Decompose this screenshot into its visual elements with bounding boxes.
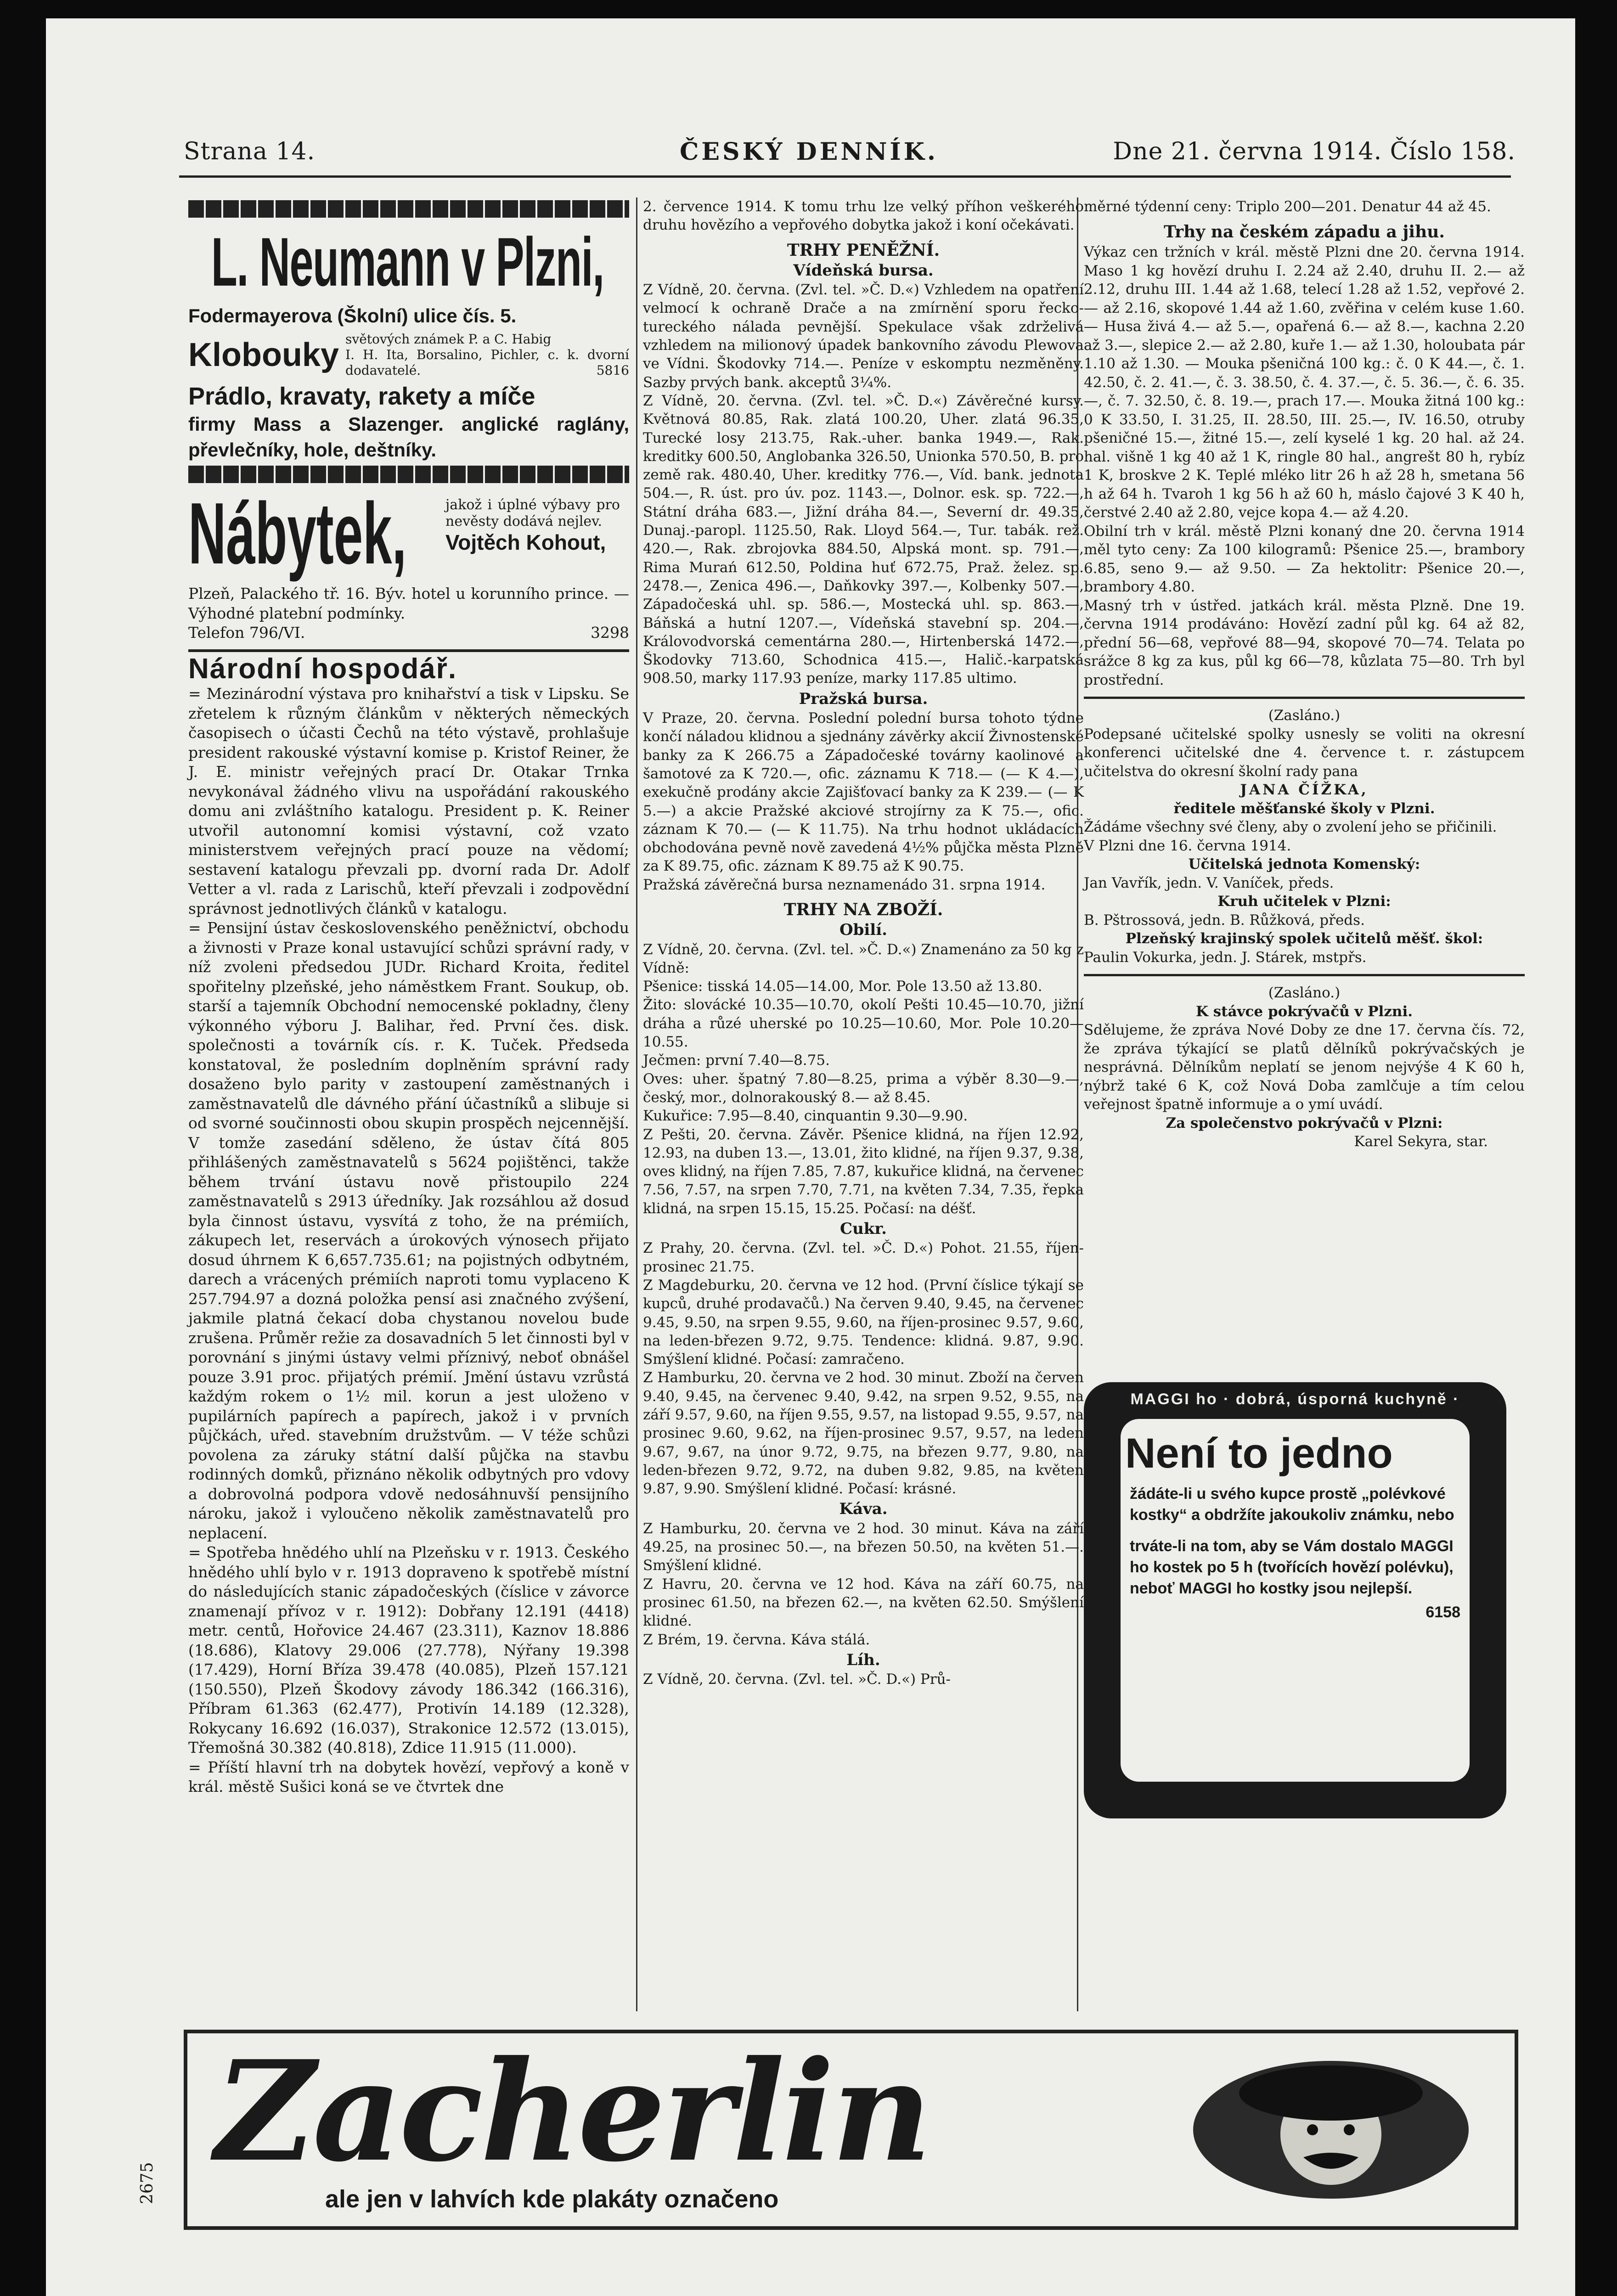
notice-date: V Plzni dne 16. června 1914. [1084,837,1291,854]
subsection-heading: Obilí. [839,921,887,940]
article-paragraph: Z Vídně, 20. června. (Zvl. tel. »Č. D.«) Závěrečné kursy. Květnová 80.85, Rak. zlatá 100.20, Uher. zlatá 96.35, Turecké losy 213.75, Rak.-uher. banka 1949.—, Rak. kreditky 600.50, Anglobanka 326.50, Unionka 570.50, B. pro země rak. 480.40, Uher. kreditky 776.—, Víd. bank. jednota 504.—, R. úst. pro úv. poz. 1143.—, Dolnor. esk. sp. 722.—, Státní dráha 683.—, Jižní dráha 84.—, Severní dr. 49.35, Dunaj.-paropl. 1125.50, Rak. Lloyd 564.—, Tur. tabák. rež. 420.—, Rak. zbrojovka 884.50, Alpská mont. sp. 791.—, Rima Murań 612.50, Poldina huť 672.75, Praž. želez. sp. 2478.—, Zenica 496.—, Daňkovky 397.—, Kolbenky 507.—, Západočeská uhl. sp. 586.—, Mostecká uhl. sp. 863.—, Báňská a hutní 1207.—, Vídeňská stavební sp. 204.—, Královodvorská cementárna 280.—, Hirtenberská 1472.—, Škodovky 713.60, Schodnica 415.—, Halič.-karpatská 908.50, marky 117.93 peníze, marky 117.85 ultimo. [643,392,1084,687]
notice-title: K stávce pokrývačů v Plzni. [1195,1003,1413,1020]
ad-nabytek-big: Nábytek, [188,488,407,582]
ad-neumann-brands-b: I. H. Ita, Borsalino, Pichler, c. k. dvorní dodavatelé. [345,347,629,378]
ad-nabytek-num: 3298 [591,624,629,642]
article-paragraph: Ječmen: první 7.40—8.75. [643,1052,830,1069]
notice-signers: B. Pštrossová, jedn. B. Růžková, předs. [1084,912,1365,929]
article-paragraph: Z Hamburku, 20. června ve 2 hod. 30 minut. Zboží na červen 9.40, 9.45, na červenec 9.40, 9.42, na srpen 9.52, 9.55, na září 9.57, 9.60, na říjen 9.55, 9.57, na listopad 9.55, 9.57, na prosinec 9.60, 9.62, na říjen-prosinec 9.57, 9.57, na leden 9.67, 9.67, na únor 9.72, 9.75, na březen 9.77, 9.80, na leden-březen 9.72, 9.72, na duben 9.82, 9.85, na květen 9.87, 9.90. Smýšlení klidné. Počasí: krásné. [643,1369,1084,1497]
ad-border [188,200,629,218]
notice-teachers [1084,706,1525,967]
article-paragraph: Z Vídně, 20. června. (Zvl. tel. »Č. D.«) Znamenáno za 50 kg z Vídně: [643,941,1084,976]
notice-signers: Jan Vavřík, jedn. V. Vaníček, předs. [1084,874,1334,891]
column-divider [636,197,637,2011]
ad-neumann-address: Fodermayerova (Školní) ulice čís. 5. [188,305,517,326]
notice-org: Plzeňský krajinský spolek učitelů měšť. škol: [1125,930,1483,947]
ad-nabytek-name: Vojtěch Kohout, [445,530,606,554]
issue-date: Dne 21. června 1914. Číslo 158. [1113,138,1516,165]
column-2 [643,197,1084,1688]
ad-maggi-num: 6158 [1425,1604,1460,1621]
article-paragraph: Z Vídně, 20. června. (Zvl. tel. »Č. D.«) Prů- [643,1671,951,1688]
page-header [138,138,1516,165]
notice-role: ředitele měšťanské školy v Plzni. [1173,800,1435,817]
notice-name: Karel Sekyra, star. [1354,1133,1488,1150]
notice-text: Podepsané učitelské spolky usnesly se voliti na okresní konferenci učitelské dne 4. července t. r. zástupcem učitelstva do okresní školní rady pana [1084,726,1525,780]
article-paragraph: Obilní trh v král. městě Plzni konaný dne 20. června 1914 měl tyto ceny: Za 100 kilogramů: Pšenice 25.—, brambory 6.85, seno 9.— až 9.50. — Za hektolitr: Pšenice 20.—, brambory 4.80. [1084,523,1525,595]
article-paragraph: Z Hamburku, 20. června ve 2 hod. 30 minut. Káva na září 49.25, na prosinec 50.—, na březen 50.50, na květen 51.—. Smýšlení klidné. [643,1520,1084,1574]
ad-neumann-hats [188,332,629,378]
notice-signers: Paulin Vokurka, jedn. J. Stárek, mstpřs. [1084,949,1367,966]
masthead-title: ČESKÝ DENNÍK. [680,138,939,166]
subsection-heading: Pražská bursa. [799,689,928,708]
article-paragraph: Z Havru, 20. června ve 12 hod. Káva na září 60.75, na prosinec 61.50, na březen 62.—, na květen 62.50. Smýšlení klidné. [643,1576,1084,1630]
ad-maggi-text2: trváte-li na tom, aby se Vám dostalo MAGGI ho kostek po 5 h (tvořících hovězí polévku), neboť MAGGI ho kostky jsou nejlepší. [1130,1537,1454,1597]
divider [188,649,629,652]
notice-plea: Žádáme všechny své členy, aby o zvolení jeho se přičinili. [1084,819,1497,835]
ad-maggi [1084,1382,1506,1818]
article-paragraph: Žito: slovácké 10.35—10.70, okolí Pešti 10.45—10.70, jižní dráha a růzé uherské po 10.25—10.60, Mor. Pole 10.20—10.55. [643,996,1084,1051]
article-paragraph: Výkaz cen tržních v král. městě Plzni dne 20. června 1914. Maso 1 kg hovězí druhu I. 2.24 až 2.40, druhu II. 2.— až 2.12, druhu III. 1.44 až 1.68, telecí 1.28 až 1.52, vepřové 2.— až 2.16, skopové 1.44 až 1.60, zvěřina v celém kuse 1.60. — Husa živá 4.— až 5.—, opařená 6.— až 8.—, kachna 2.20 až 3.—, slepice 2.— až 2.80, kuře 1.— až 1.30, holoubata pár 1.10 až 1.30. — Mouka pšeničná 100 kg.: č. 0 K 44.—, č. 1. 42.50, č. 2. 41.—, č. 3. 38.50, č. 4. 37.—, č. 5. 36.—, č. 6. 35.—, č. 7. 32.50, č. 8. 19.—, prach 17.—. Mouka žitná 100 kg.: 0 K 33.50, I. 31.25, II. 28.50, III. 25.—, IV. 16.50, otruby pšeničné 15.—, žitné 15.—, zelí kyselé 1 kg. 20 hal. až 24. hal. višně 1 kg 40 až 1 K, ringle 80 hal., angrešt 80 h, rybíz 1 K, broskve 2 K. Teplé mléko litr 26 h až 28 h, smetana 56 h až 64 h. Tvaroh 1 kg 56 h až 60 h, máslo čajové 3 K 40 h, čerstvé 2.40 až 2.80, vejce kopa 4.— až 4.20. [1084,244,1525,521]
ad-neumann-brands-a: světových známek P. a C. Habig [345,332,552,347]
ad-neumann-line2: Prádlo, kravaty, rakety a míče [188,383,535,410]
article-paragraph: Z Brém, 19. června. Káva stálá. [643,1631,870,1648]
ad-nabytek-address: Plzeň, Palackého tř. 16. Býv. hotel u korunního prince. — Výhodné platební podmínky. [188,585,629,622]
ad-maggi-text1: žádáte-li u svého kupce prostě „polévkové kostky“ a obdržíte jakoukoliv známku, nebo [1130,1485,1454,1524]
divider [1084,697,1525,699]
ad-neumann-line3: firmy Mass a Slazenger. anglické raglány, převlečníky, hole, deštníky. [188,413,629,461]
divider [1084,974,1525,976]
subsection-heading: Káva. [839,1500,888,1519]
ad-border [188,466,629,483]
article-paragraph: Oves: uher. špatný 7.80—8.25, prima a výběr 8.30—9.—, český, mor., dolnorakouský 8.— až 8.45. [643,1070,1084,1106]
article-paragraph: Pšenice: tisská 14.05—14.00, Mor. Pole 13.50 až 13.80. [643,978,1042,995]
notice-sign: Za společenstvo pokrývačů v Plzni: [1166,1114,1443,1131]
subsection-heading: Líh. [846,1650,880,1669]
ad-zacherlin-sub: ale jen v lahvích kde plakáty označeno [325,2185,779,2213]
notice-head: (Zasláno.) [1268,707,1341,724]
ad-nabytek [188,488,629,584]
section-heading: TRHY PENĚŽNÍ. [787,240,940,260]
ad-neumann-name: L. Neumann v Plzni, [211,223,604,300]
ad-maggi-ring: MAGGI ho · dobrá, úsporná kuchyně · [1130,1390,1460,1408]
notice-roofers [1084,984,1525,1151]
ad-zacherlin-illustration [1166,2043,1496,2217]
ad-nabytek-side1: jakož i úplné výbavy pro nevěsty dodává nejlev. [445,497,620,529]
article-paragraph: Z Magdeburku, 20. června ve 12 hod. (První číslice týkají se kupců, druhé prodavačů.) Na červen 9.40, 9.45, na červenec 9.45, 9.50, na srpen 9.55, 9.60, na říjen-prosinec 9.57, 9.60, na leden-březen 9.72, 9.75. Tendence: klidná. 9.87, 9.90. Smýšlení klidné. Počasí: zamračeno. [643,1277,1084,1368]
ad-neumann-num: 5816 [596,363,629,378]
ad-neumann-hats-big: Klobouky [188,337,339,373]
article-paragraph: Z Prahy, 20. června. (Zvl. tel. »Č. D.«) Pohot. 21.55, říjen-prosinec 21.75. [643,1240,1084,1275]
article-paragraph: = Pensijní ústav československého peněžnictví, obchodu a živnosti v Praze konal ustavující schůzi správní rady, v níž zvoleni předsedou JUDr. Richard Kroita, ředitel spořitelny plzeňské, jeho náměstkem Frant. Soukup, ob. starší a tajemník Obchodní nemocenské pokladny, členy výkonného výboru J. Balihar, řed. První čes. disk. společnosti a továrník cís. r. K. Tuček. Předseda konstatoval, že posledním doplněním správní rady dosaženo bylo parity v zastoupení zaměstnaných i zaměstnavatelů dle dávného přání účastníků a slibuje si od svorné součinnosti obou skupin prospěch nejcennější. V tomže zasedání sděleno, že ústav čítá 805 přihlášených zaměstnavatelů s 5624 pojištěnci, takže během trvání ústavu nově přistoupilo 224 zaměstnavatelů s 2913 úředníky. Jak rozsáhlou až dosud byla činnost ústavu, vysvítá z toho, že na prémiích, zákupech let, reservách a úrokových výnosech přijato dosud úhrnem K 6,657.735.61; na pojistných odbytném, darech a vrácených prémiích naproti tomu vyplaceno K 257.794.97 a dozná položka pensí asi značného zvýšení, jakmile platná čekací doba chystanou novelou bude zrušena. Průměr režie za dosavadních 5 let činnosti byl v porovnání s jinými ústavy velmi příznivý, neboť obnášel pouze 3.91 proc. přijatých prémií. Jmění ústavu vzrůstá každým rokem o 1½ mil. korun a jest uloženo v pupilárních papírech a papírech, jakož i v prvních půjčkách, uřed. stavebním družstvům. — V téže schůzi povolena za záruky státní další půjčka na stavbu rodinných domků, přiznáno několik odbytných pro vdovy a dobrovolná podpora vdově nedosáhnuvší pensijního nároku, jakož i vyloučeno několik zaměstnavatelů pro neplacení. [188,919,629,1542]
article-paragraph: = Příští hlavní trh na dobytek hovězí, vepřový a koně v král. městě Sušici koná se ve čtvrtek dne [188,1758,629,1795]
ad-maggi-title: Není to jedno [1125,1430,1393,1477]
ad-zacherlin-word: Zacherlin [215,2030,930,2192]
header-rule [179,175,1511,178]
article-paragraph: = Mezinárodní výstava pro knihařství a tisk v Lipsku. Se zřetelem k různým článkům v některých německých časopisech o účasti Čechů na této výstavě, prohlašuje president rakouské výstavní komise p. Kristof Reiner, že J. E. ministr veřejných prací Dr. Otakar Trnka nevykonával žádného vlivu na uspořádání rakouského domu ani zvláštního katalogu. President p. K. Reiner utvořil autonomní komisi výstavní, což vzato ministerstvem veřejných prací pouze na vědomí; sestavení katalogu převzali pp. dvorní rada Dr. Adolf Vetter a vl. rada z Larischů, kteří převzali i zodpovědní správnost jednotlivých článků v katalogu. [188,685,629,917]
ad-maggi-panel [1121,1419,1470,1782]
column-1 [188,197,629,1797]
section-heading: Národní hospodář. [188,653,457,685]
notice-org: Kruh učitelek v Plzni: [1217,893,1391,910]
ad-zacherlin [184,2030,1518,2230]
article-paragraph: Masný trh v ústřed. jatkách král. města Plzně. Dne 19. června 1914 prodáváno: Hovězí zadní půl kg. 64 až 82, přední 56—68, vepřové 88—94, skopové 70—74. Telata po srážce 8 kg za kus, půl kg 66—78, kůzlata 75—80. Trh byl prostřední. [1084,597,1525,688]
section-heading: Trhy na českém západu a jihu. [1164,222,1445,242]
article-paragraph: Pražská závěrečná bursa neznamenádo 31. srpna 1914. [643,876,1046,893]
article-paragraph: 2. července 1914. K tomu trhu lze velký příhon veškerého druhu hovězího a vepřového dobytka jakož i koní očekávati. [643,198,1084,234]
article-paragraph: = Spotřeba hnědého uhlí na Plzeňsku v r. 1913. Českého hnědého uhlí bylo v r. 1913 dopraveno k spotřebě místní do následujících stanic západočeských (číslice v závorce znamenají přívoz v r. 1912): Dobřany 12.191 (4418) metr. centů, Hořovice 24.467 (23.311), Kaznov 18.886 (18.686), Klatovy 29.006 (27.778), Nýřany 19.398 (17.429), Horní Bříza 39.478 (40.085), Plzeň 157.121 (150.550), Plzeň Škodovy závody 186.342 (166.316), Příbram 61.363 (62.477), Protivín 14.189 (12.328), Rokycany 16.692 (16.037), Strakonice 12.572 (13.015), Třemošná 30.382 (40.818), Zdice 11.915 (11.000). [188,1543,629,1756]
notice-head: (Zasláno.) [1268,985,1341,1001]
subsection-heading: Cukr. [840,1220,887,1238]
side-number: 2675 [138,2162,157,2204]
article-paragraph: měrné týdenní ceny: Triplo 200—201. Denatur 44 až 45. [1084,198,1491,215]
article-paragraph: Kukuřice: 7.95—8.40, cinquantin 9.30—9.90. [643,1108,968,1125]
column-3 [1084,197,1525,1151]
notice-org: Učitelská jednota Komenský: [1188,856,1420,872]
section-heading: TRHY NA ZBOŽÍ. [783,900,943,919]
article-paragraph: Z Pešti, 20. června. Závěr. Pšenice klidná, na říjen 12.92, 12.93, na duben 13.—, 13.01, žito klidné, na říjen 9.37, 9.38, oves klidný, na říjen 7.85, 7.87, kukuřice klidná, na červenec 7.56, 7.57, na srpen 7.70, 7.71, na květen 7.34, 7.35, řepka klidná, na srpen 15.15, 15.25. Počasí: na déšť. [643,1126,1084,1217]
article-paragraph: V Praze, 20. června. Poslední polední bursa tohoto týdne končí náladou klidnou a sjednány závěrky akcií Živnostenské banky za K 266.75 a Západočeské továrny kaolinové a šamotové za K 720.—, ofic. záznamu K 718.— (— K 4.—), exekučně prodány akcie Zajišťovací banky za K 239.— (— K 5.—) a akcie Pražské akciové strojírny za K 75.—, ofic. záznam K 70.— (— K 11.75). Na trhu hodnot ukládacích obchodována pevně nově zavedená 4½% půjčka města Plzně za K 89.75, ofic. záznam K 89.75 až K 90.75. [643,710,1084,875]
subsection-heading: Vídeňská bursa. [793,261,934,280]
notice-text: Sdělujeme, že zpráva Nové Doby ze dne 17. června čís. 72, že zpráva týkající se platů dělníků pokrývačských je nesprávná. Dělníkům neplatí se jenom nejvýše 4 K 60 h, nýbrž také 6 K, což Nová Doba zamlčuje a tím celou veřejnost špatně informuje a o ymí uvádí. [1084,1022,1525,1113]
notice-name: JANA ČÍŽKA, [1240,782,1369,798]
ad-nabytek-phone: Telefon 796/VI. [188,624,305,642]
article-paragraph: Z Vídně, 20. června. (Zvl. tel. »Č. D.«) Vzhledem na opatření velmocí k ochraně Drače a na zmírnění sporu řecko-tureckého nálada pevnější. Spekulace však zdrželivá vzhledem na milionový úpadek bankovního závodu Plewova ve Vídni. Škodovky 714.—. Peníze v eskomptu nezměněny. Sazby prvých bank. akceptů 3¼%. [643,281,1084,391]
page-number: Strana 14. [184,138,316,165]
